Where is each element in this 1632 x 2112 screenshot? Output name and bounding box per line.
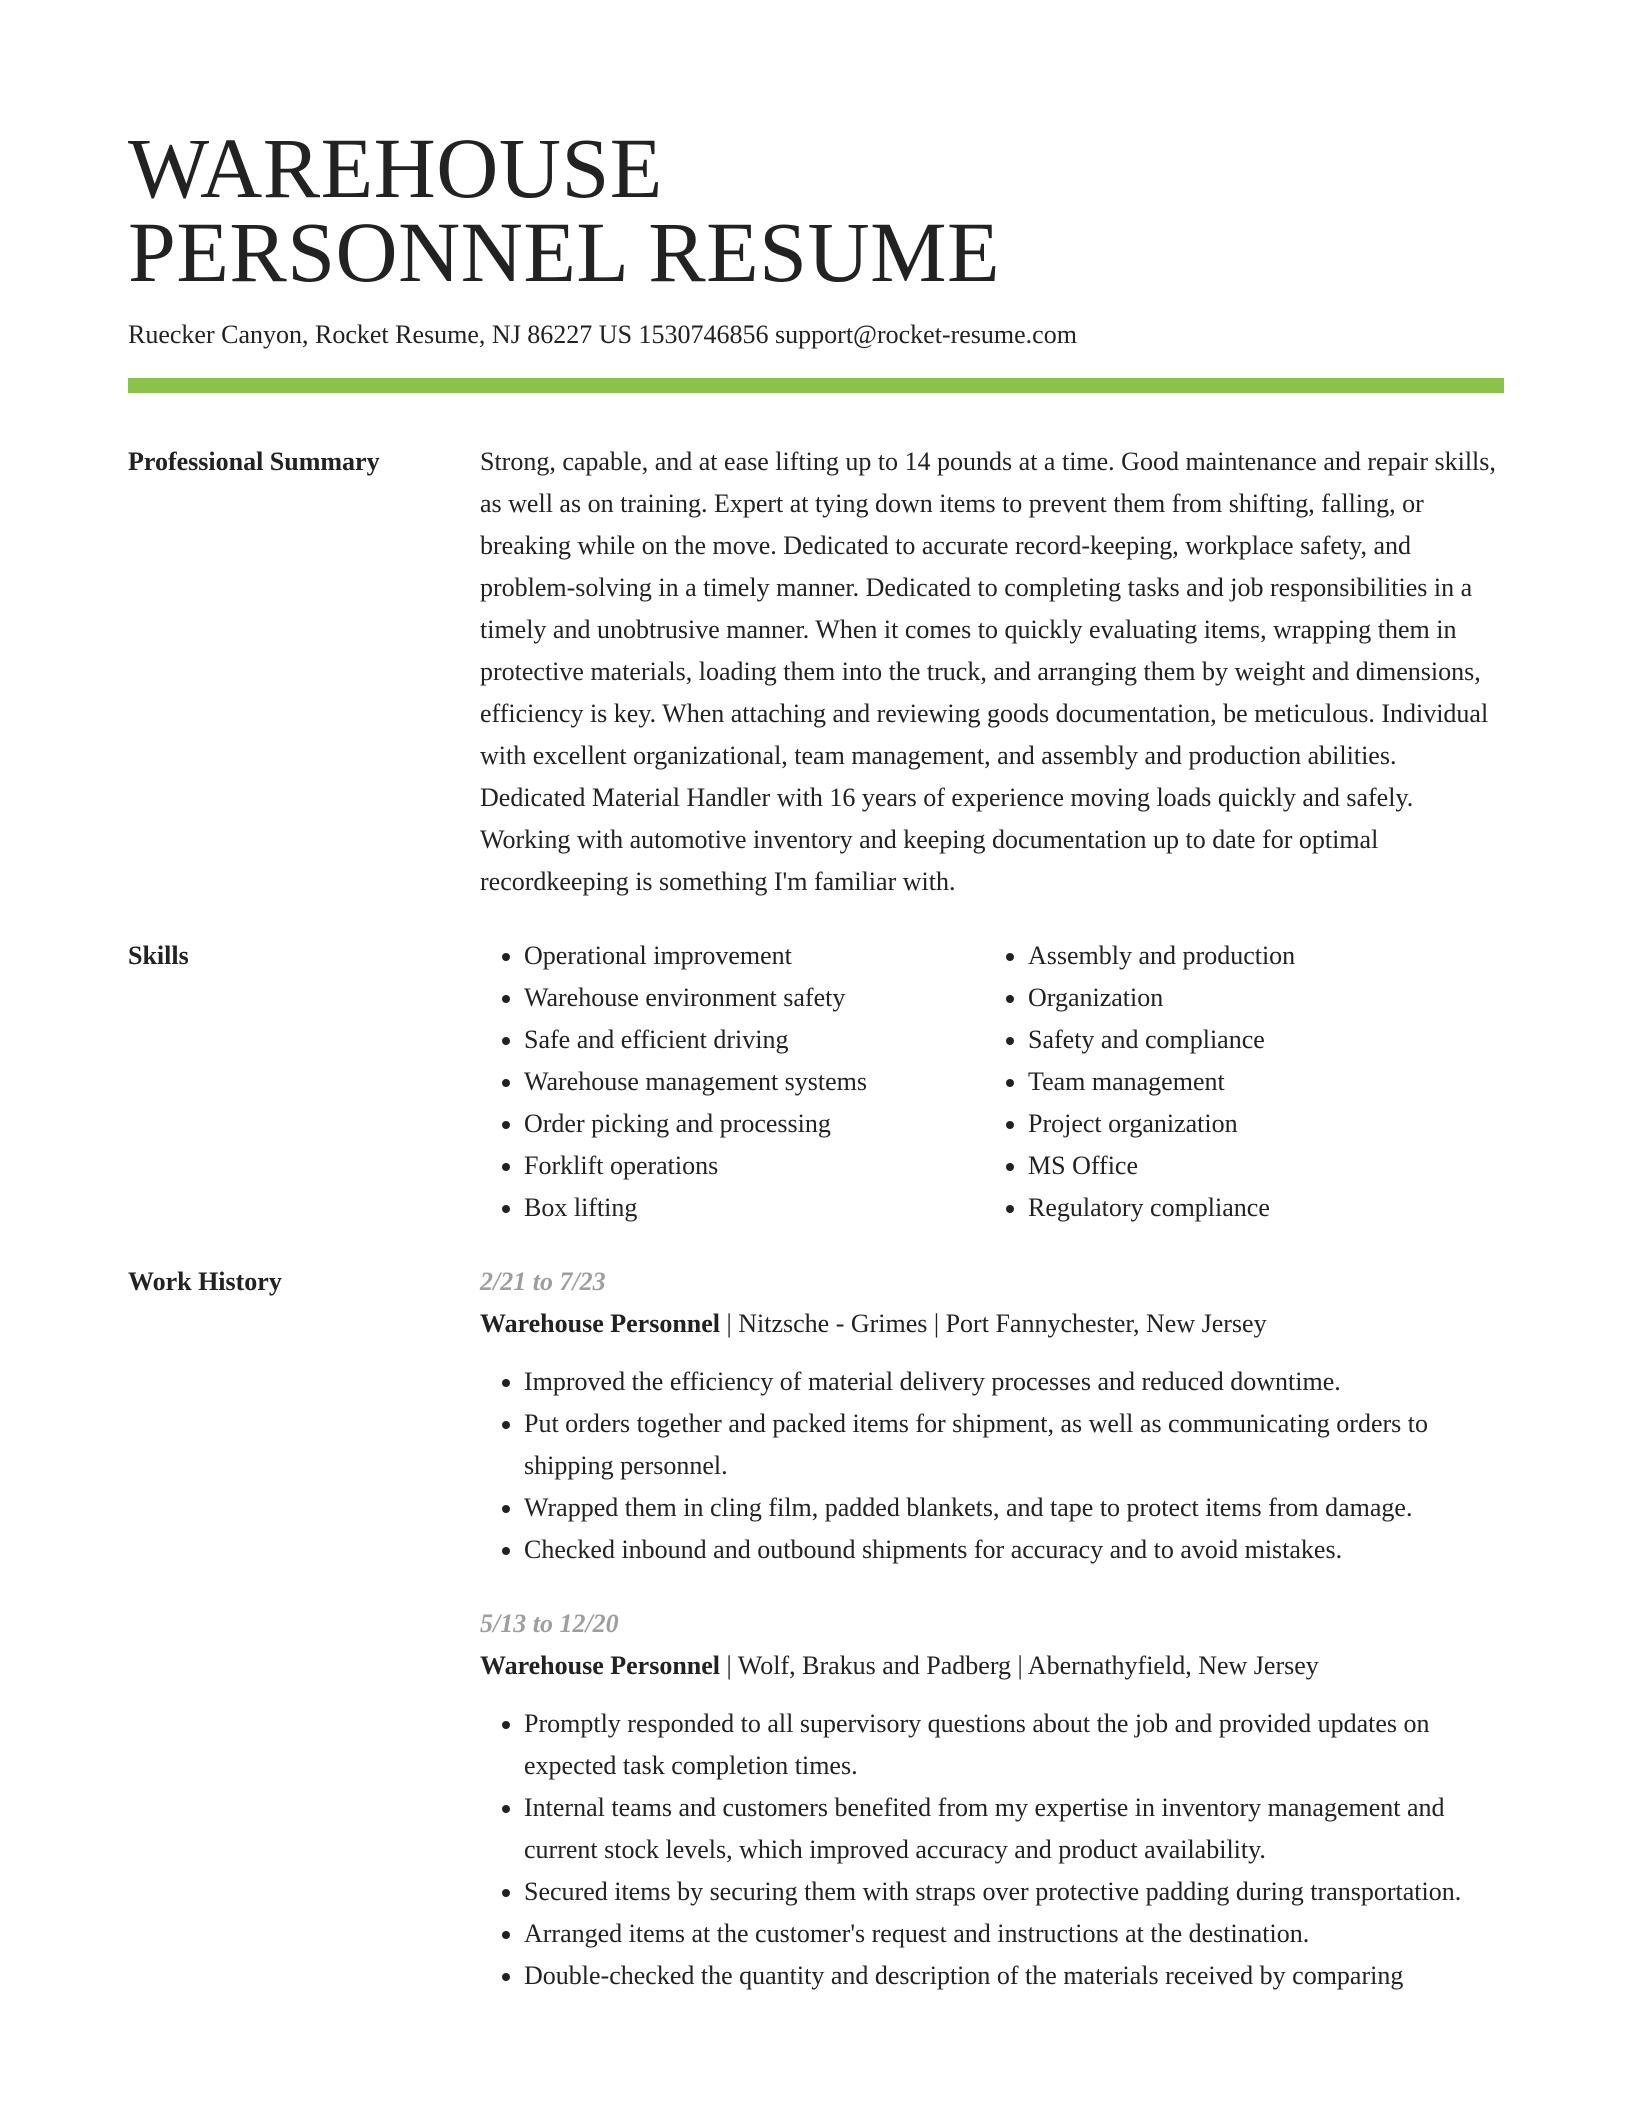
skills-section xyxy=(128,935,1504,1229)
skills-column-right xyxy=(984,935,1488,1229)
job-role: Warehouse Personnel xyxy=(480,1309,721,1338)
section-label-summary: Professional Summary xyxy=(128,447,380,476)
job-duty: • Checked inbound and outbound shipments for accuracy and to avoid mistakes. xyxy=(524,1529,1504,1571)
skill-item: • Forklift operations xyxy=(524,1145,984,1187)
skill-item: • Regulatory compliance xyxy=(1028,1187,1488,1229)
skills-list-right xyxy=(984,935,1488,1229)
job-duty: • Arranged items at the customer's request and instructions at the destination. xyxy=(524,1913,1504,1955)
job-duty: • Secured items by securing them with straps over protective padding during transportation. xyxy=(524,1871,1504,1913)
job-entry xyxy=(480,1603,1504,1997)
skill-item: • Project organization xyxy=(1028,1103,1488,1145)
work-history-body xyxy=(480,1261,1504,1997)
skills-columns xyxy=(480,935,1504,1229)
job-role: Warehouse Personnel xyxy=(480,1651,721,1680)
job-employer-location: | Wolf, Brakus and Padberg | Abernathyfield, New Jersey xyxy=(720,1651,1319,1680)
skill-item: • Organization xyxy=(1028,977,1488,1019)
skill-item: • Safety and compliance xyxy=(1028,1019,1488,1061)
skill-item: • Operational improvement xyxy=(524,935,984,977)
skills-list-left xyxy=(480,935,984,1229)
job-title-line xyxy=(480,1303,1504,1345)
section-label-work-history: Work History xyxy=(128,1267,282,1296)
skill-item: • MS Office xyxy=(1028,1145,1488,1187)
job-duty: • Internal teams and customers benefited from my expertise in inventory management and current stock levels, which improved accuracy and product availability. xyxy=(524,1787,1504,1871)
resume-title xyxy=(128,120,1504,300)
skill-item: • Safe and efficient driving xyxy=(524,1019,984,1061)
title-line-2: PERSONNEL RESUME xyxy=(128,204,1001,300)
job-title-line xyxy=(480,1645,1504,1687)
job-duty: • Double-checked the quantity and description of the materials received by comparing xyxy=(524,1955,1504,1997)
skills-body xyxy=(480,935,1504,1229)
job-dates: 5/13 to 12/20 xyxy=(480,1609,619,1638)
contact-line: Ruecker Canyon, Rocket Resume, NJ 86227 US 1530746856 support@rocket-resume.com xyxy=(128,320,1077,349)
job-duty: • Improved the efficiency of material delivery processes and reduced downtime. xyxy=(524,1361,1504,1403)
job-duty: • Wrapped them in cling film, padded blankets, and tape to protect items from damage. xyxy=(524,1487,1504,1529)
job-duties-list xyxy=(480,1703,1504,1997)
skill-item: • Box lifting xyxy=(524,1187,984,1229)
skill-item: • Warehouse environment safety xyxy=(524,977,984,1019)
skill-item: • Order picking and processing xyxy=(524,1103,984,1145)
job-duties-list xyxy=(480,1361,1504,1571)
professional-summary-section xyxy=(128,441,1504,903)
skill-item: • Warehouse management systems xyxy=(524,1061,984,1103)
skill-item: • Assembly and production xyxy=(1028,935,1488,977)
skill-item: • Team management xyxy=(1028,1061,1488,1103)
accent-divider xyxy=(128,378,1504,393)
job-employer-location: | Nitzsche - Grimes | Port Fannychester, New Jersey xyxy=(720,1309,1267,1338)
job-entry xyxy=(480,1261,1504,1571)
title-line-1: WAREHOUSE xyxy=(128,120,663,216)
skills-column-left xyxy=(480,935,984,1229)
work-history-section xyxy=(128,1261,1504,1997)
job-dates: 2/21 to 7/23 xyxy=(480,1267,606,1296)
summary-text: Strong, capable, and at ease lifting up to 14 pounds at a time. Good maintenance and repair skills, as well as on training. Expert at tying down items to prevent them from shifting, falling, or breaking while on the move. Dedicated to accurate record-keeping, workplace safety, and problem-solving in a timely manner. Dedicated to completing tasks and job responsibilities in a timely and unobtrusive manner. When it comes to quickly evaluating items, wrapping them in protective materials, loading them into the truck, and arranging them by weight and dimensions, efficiency is key. When attaching and reviewing goods documentation, be meticulous. Individual with excellent organizational, team management, and assembly and production abilities. Dedicated Material Handler with 16 years of experience moving loads quickly and safely. Working with automotive inventory and keeping documentation up to date for optimal recordkeeping is something I'm familiar with. xyxy=(480,447,1496,896)
resume-page xyxy=(128,120,1504,1997)
section-label-skills: Skills xyxy=(128,941,189,970)
job-duty: • Put orders together and packed items for shipment, as well as communicating orders to shipping personnel. xyxy=(524,1403,1504,1487)
job-duty: • Promptly responded to all supervisory questions about the job and provided updates on expected task completion times. xyxy=(524,1703,1504,1787)
